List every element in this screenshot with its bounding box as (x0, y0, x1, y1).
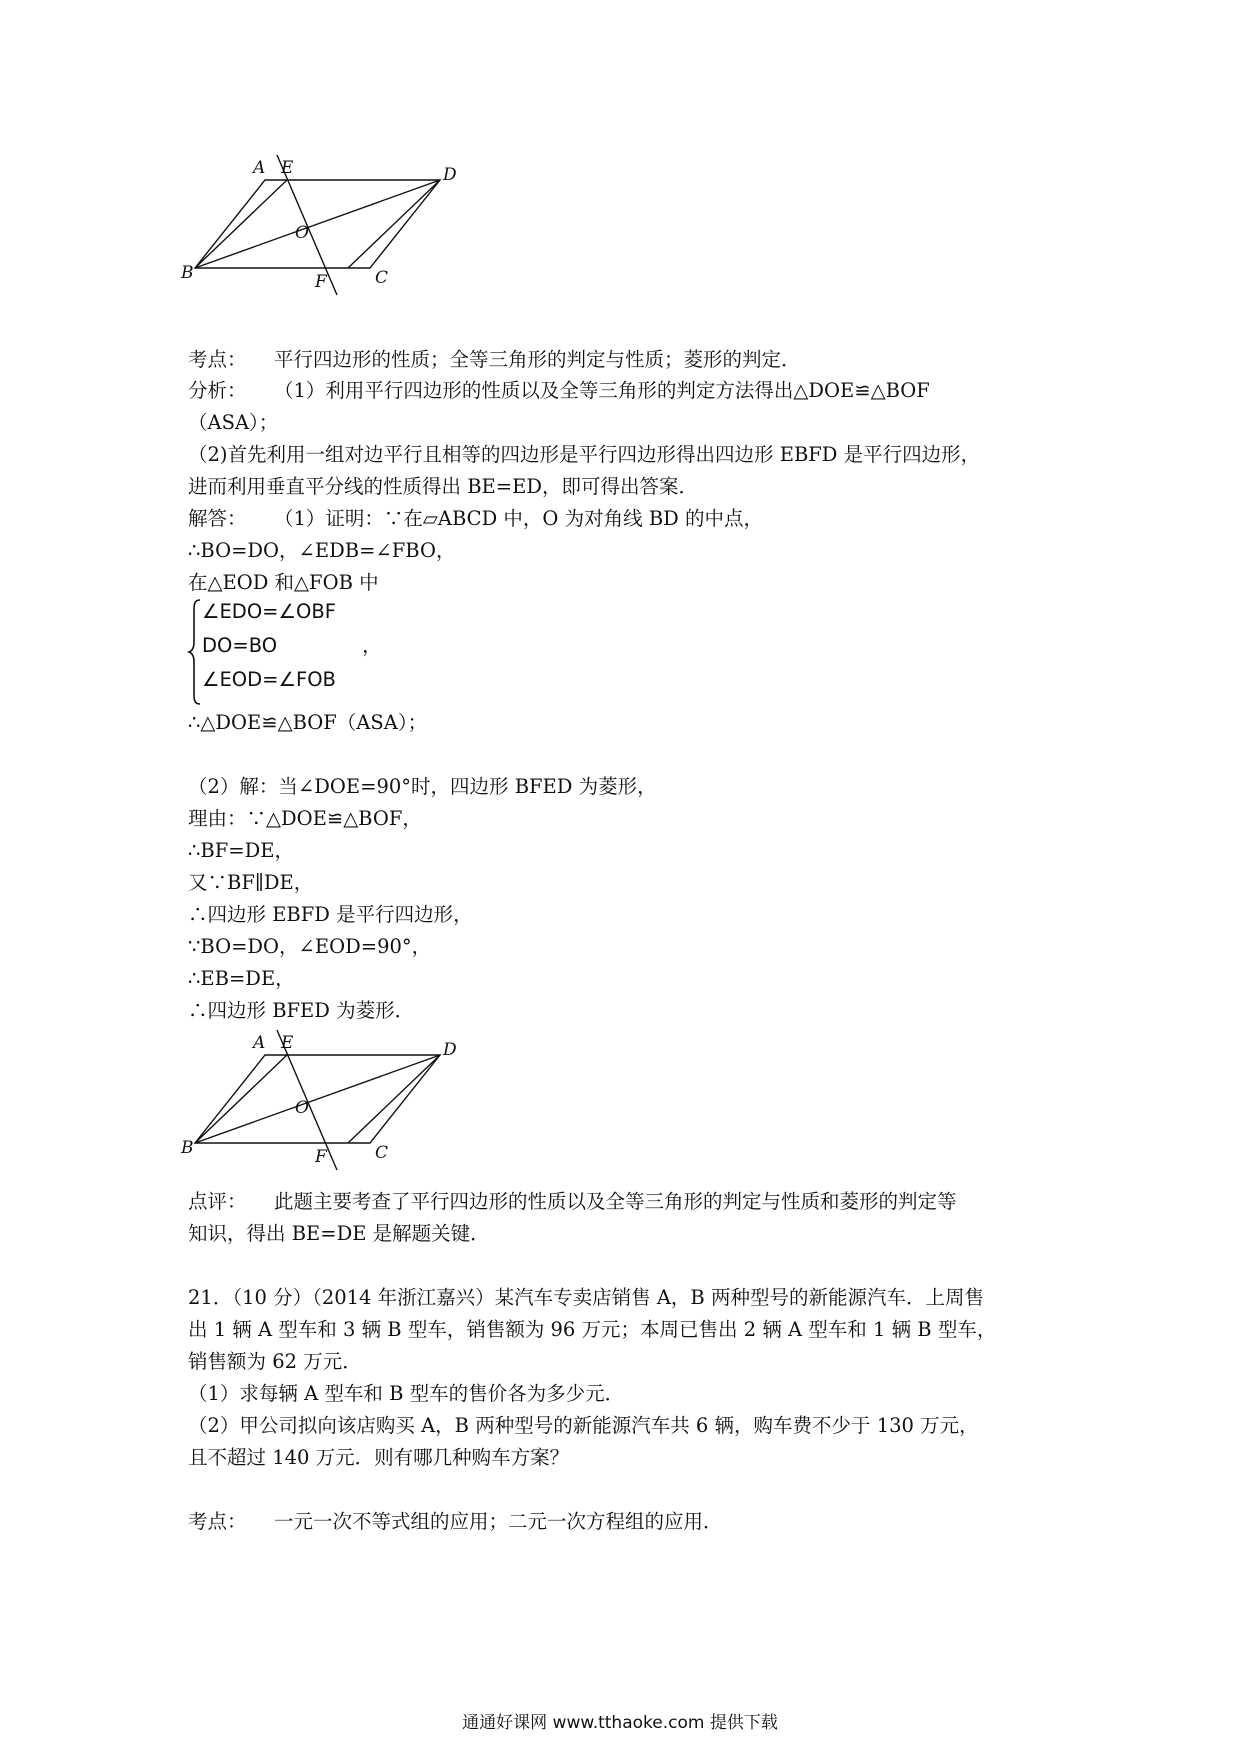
equation-system (188, 598, 548, 708)
label-A-2: A (253, 1033, 266, 1053)
jieda-p2-line-3: ∴BF=DE， (188, 839, 294, 862)
label-B-2: B (181, 1138, 194, 1158)
parallelogram-diagram-2 (181, 1025, 485, 1175)
jieda-p2-line-6: ∵BO=DO，∠EOD=90°， (188, 935, 432, 958)
fenxi-line-1 (188, 377, 930, 405)
q21-sub-2-line-2: 且不超过 140 万元．则有哪几种购车方案？ (188, 1446, 570, 1469)
jieda-p2-line-7: ∴EB=DE， (188, 967, 295, 990)
parallelogram-figure-top (181, 150, 485, 300)
jieda-line-1 (188, 505, 763, 533)
equation-comma: ， (362, 634, 382, 657)
label-F: F (315, 272, 327, 292)
jieda-p2-line-8: ∴四边形 BFED 为菱形． (188, 999, 415, 1022)
page-footer: 通通好课网 www.tthaoke.com 提供下载 (462, 1713, 778, 1733)
equation-1: ∠EDO=∠OBF (202, 600, 336, 623)
kaodian-line (188, 346, 801, 374)
dianping-line-1 (188, 1188, 957, 1216)
q21-line-1: 21．（10 分）（2014 年浙江嘉兴）某汽车专卖店销售 A，B 两种型号的新能源汽车．上周售 (188, 1286, 984, 1309)
equation-2 (202, 632, 382, 660)
q21-line-2: 出 1 辆 A 型车和 3 辆 B 型车，销售额为 96 万元；本周已售出 2 辆 A 型车和 1 辆 B 型车， (188, 1318, 997, 1341)
kaodian-text-2: 一元一次不等式组的应用；二元一次方程组的应用． (274, 1510, 723, 1533)
fenxi-line-2: （ASA）； (188, 411, 279, 434)
equation-2-text: DO=BO (202, 634, 278, 657)
parallelogram-diagram (181, 150, 485, 300)
label-D-2: D (443, 1040, 457, 1060)
parallelogram-figure-bottom (181, 1025, 485, 1175)
jieda-p2-line-2: 理由：∵△DOE≌△BOF， (188, 807, 422, 830)
label-O: O (295, 223, 309, 243)
label-E-2: E (281, 1033, 294, 1053)
label-E: E (281, 158, 294, 178)
jieda-p2-line-4: 又∵BF∥DE， (188, 871, 314, 894)
kaodian-label-2: 考点： (188, 1510, 247, 1533)
q21-line-3: 销售额为 62 万元． (188, 1350, 362, 1373)
dianping-text-1: 此题主要考查了平行四边形的性质以及全等三角形的判定与性质和菱形的判定等 (274, 1190, 957, 1213)
dianping-label: 点评： (188, 1190, 247, 1213)
q21-sub-1: （1）求每辆 A 型车和 B 型车的售价各为多少元． (188, 1382, 625, 1405)
jieda-line-4: ∴△DOE≌△BOF（ASA）； (188, 711, 428, 734)
kaodian-text: 平行四边形的性质；全等三角形的判定与性质；菱形的判定． (274, 348, 801, 371)
fenxi-line-4: 进而利用垂直平分线的性质得出 BE=ED，即可得出答案． (188, 475, 698, 498)
label-A: A (253, 158, 266, 178)
jieda-text-1: （1）证明：∵在▱ABCD 中，O 为对角线 BD 的中点， (274, 507, 763, 530)
equation-3: ∠EOD=∠FOB (202, 668, 336, 691)
dianping-line-2: 知识，得出 BE=DE 是解题关键． (188, 1222, 490, 1245)
fenxi-line-3: （2)首先利用一组对边平行且相等的四边形是平行四边形得出四边形 EBFD 是平行四边形， (188, 443, 981, 466)
jieda-p2-line-1: （2）解：当∠DOE=90°时，四边形 BFED 为菱形， (188, 775, 657, 798)
label-D: D (443, 165, 457, 185)
label-O-2: O (295, 1098, 309, 1118)
kaodian-label: 考点： (188, 348, 247, 371)
left-brace (188, 598, 202, 706)
jieda-p2-line-5: ∴四边形 EBFD 是平行四边形， (188, 903, 473, 926)
label-B: B (181, 263, 194, 283)
label-F-2: F (315, 1147, 327, 1167)
jieda-line-2: ∴BO=DO，∠EDB=∠FBO， (188, 539, 456, 562)
jieda-line-3: 在△EOD 和△FOB 中 (188, 571, 379, 594)
fenxi-text-1: （1）利用平行四边形的性质以及全等三角形的判定方法得出△DOE≌△BOF (274, 379, 930, 402)
label-C: C (375, 268, 389, 288)
q21-sub-2-line-1: （2）甲公司拟向该店购买 A，B 两种型号的新能源汽车共 6 辆，购车费不少于 130 万元， (188, 1414, 979, 1437)
label-C-2: C (375, 1143, 389, 1163)
jieda-label: 解答： (188, 507, 247, 530)
fenxi-label: 分析： (188, 379, 247, 402)
kaodian-line-2 (188, 1508, 723, 1536)
